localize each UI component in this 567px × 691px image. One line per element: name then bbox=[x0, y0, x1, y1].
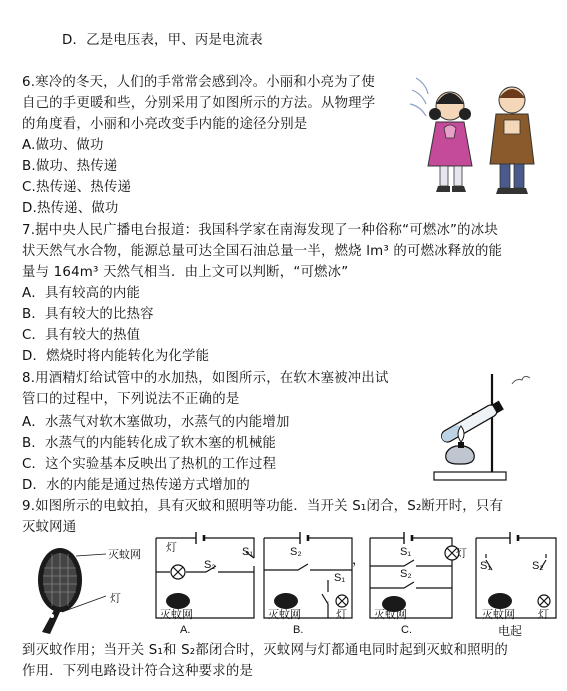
q9-stem-line2: 灭蚊网通 bbox=[22, 520, 77, 535]
children-warming-hands-illustration bbox=[408, 70, 558, 200]
circuit-b-lamp-label: 灯 bbox=[336, 609, 347, 621]
q9-stem-line1: 9.如图所示的电蚊拍，具有灭蚊和照明等功能．当开关 S₁闭合，S₂断开时，只有 bbox=[22, 499, 504, 514]
q8-option-a: A．水蒸气对软木塞做功，水蒸气的内能增加 bbox=[22, 415, 290, 430]
circuit-c-lamp-label: 灯 bbox=[456, 548, 467, 560]
separator-comma: ， bbox=[352, 553, 366, 568]
circuit-a-s1-label: S₁ bbox=[242, 546, 254, 558]
q5-option-d: D．乙是电压表，甲、丙是电流表 bbox=[62, 33, 263, 48]
circuit-b-net-label: 灭蚊网 bbox=[268, 609, 301, 621]
circuit-a-caption: A. bbox=[180, 624, 191, 636]
q8-option-b: B．水蒸气的内能转化成了软木塞的机械能 bbox=[22, 436, 277, 451]
q6-stem-line1: 6.寒冷的冬天，人们的手常常会感到冷。小丽和小亮为了使 bbox=[22, 75, 375, 90]
racket-lamp-label: 灯 bbox=[110, 593, 121, 605]
circuit-b-caption: B. bbox=[293, 624, 304, 636]
circuit-b-s1-label: S₁ bbox=[334, 572, 346, 584]
q6-stem-line3: 的角度看，小丽和小亮改变手内能的途径分别是 bbox=[22, 117, 308, 132]
circuit-a-net-label: 灭蚊网 bbox=[160, 609, 193, 621]
circuit-c-s1-label: S₁ bbox=[400, 546, 412, 558]
circuit-d-caption: 电起 bbox=[498, 624, 523, 638]
test-tube-heating-apparatus bbox=[428, 368, 538, 483]
q7-option-d: D．燃烧时将内能转化为化学能 bbox=[22, 349, 210, 364]
q9-stem-line3: 到灭蚊作用；当开关 S₁和 S₂都闭合时，灭蚊网与灯都通电同时起到灭蚊和照明的 bbox=[22, 643, 508, 658]
circuit-c-caption: C. bbox=[401, 624, 412, 636]
racket-net-label: 灭蚊网 bbox=[108, 549, 141, 561]
q7-option-a: A．具有较高的内能 bbox=[22, 286, 141, 301]
circuit-d-s2-label: S₂ bbox=[532, 560, 544, 572]
q8-option-d: D．水的内能是通过热传递方式增加的 bbox=[22, 478, 250, 493]
circuit-d-s1-label: S₁ bbox=[480, 560, 492, 572]
circuit-b-s2-label: S₂ bbox=[290, 546, 302, 558]
q9-stem-line4: 作用．下列电路设计符合这种要求的是 bbox=[22, 664, 254, 679]
q7-stem-line1: 7.据中央人民广播电台报道：我国科学家在南海发现了一种俗称“可燃冰”的冰块 bbox=[22, 223, 498, 238]
q7-option-b: B．具有较大的比热容 bbox=[22, 307, 154, 322]
q7-option-c: C．具有较大的热值 bbox=[22, 328, 141, 343]
circuit-c-s2-label: S₂ bbox=[400, 568, 412, 580]
q7-stem-line2: 状天然气水合物，能源总量可达全国石油总量一半，燃烧 lm³ 的可燃冰释放的能 bbox=[22, 244, 503, 259]
circuit-a-s2-label: S₂ bbox=[204, 559, 216, 571]
q8-option-c: C．这个实验基本反映出了热机的工作过程 bbox=[22, 457, 277, 472]
q8-stem-line2: 管口的过程中，下列说法不正确的是 bbox=[22, 392, 240, 407]
q8-stem-line1: 8.用酒精灯给试管中的水加热，如图所示，在软木塞被冲出试 bbox=[22, 371, 389, 386]
circuit-c-net-label: 灭蚊网 bbox=[374, 609, 407, 621]
q6-stem-line2: 自己的手更暖和些，分别采用了如图所示的方法。从物理学 bbox=[22, 96, 376, 111]
q6-option-b: B.做功、热传递 bbox=[22, 159, 118, 174]
q7-stem-line3: 量与 164m³ 天然气相当．由上文可以判断，“可燃冰” bbox=[22, 265, 349, 280]
q6-option-d: D.热传递、做功 bbox=[22, 201, 119, 216]
q6-option-c: C.热传递、热传递 bbox=[22, 180, 132, 195]
circuit-d-lamp-label: 灯 bbox=[538, 609, 549, 621]
circuit-d-net-label: 灭蚊网 bbox=[482, 609, 515, 621]
circuit-a-lamp-label: 灯 bbox=[166, 542, 177, 554]
q6-option-a: A.做功、做功 bbox=[22, 138, 104, 153]
